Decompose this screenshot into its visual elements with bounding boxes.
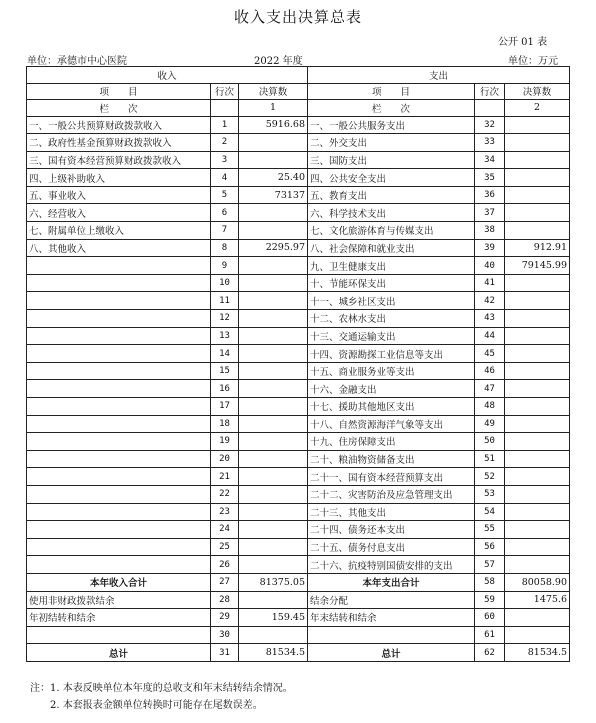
expense-item-cell: 一、一般公共服务支出 xyxy=(308,116,475,134)
expense-amount-cell xyxy=(505,362,570,380)
expense-line-cell: 55 xyxy=(475,521,505,539)
expense-item-cell: 二十三、其他支出 xyxy=(308,503,475,521)
expense-column-label: 栏 次 xyxy=(308,100,475,117)
income-line-header: 行次 xyxy=(211,83,239,100)
expense-item-cell: 总计 xyxy=(308,644,475,662)
income-line-cell: 22 xyxy=(211,485,239,503)
table-row xyxy=(27,591,570,609)
expense-line-cell: 44 xyxy=(475,327,505,345)
header-row-section xyxy=(27,67,570,84)
table-row xyxy=(27,398,570,416)
expense-item-cell: 二十五、债务付息支出 xyxy=(308,538,475,556)
table-row xyxy=(27,573,570,591)
income-amount-cell xyxy=(239,380,308,398)
income-amount-cell xyxy=(239,222,308,240)
expense-line-cell: 41 xyxy=(475,274,505,292)
form-code: 公开 01 表 xyxy=(498,37,548,48)
expense-line-cell: 62 xyxy=(475,644,505,662)
expense-amount-cell: 80058.90 xyxy=(505,573,570,591)
expense-item-cell: 十九、住房保障支出 xyxy=(308,433,475,451)
expense-amount-cell xyxy=(505,503,570,521)
income-line-cell: 25 xyxy=(211,538,239,556)
expense-amount-cell xyxy=(505,380,570,398)
expense-amount-cell xyxy=(505,556,570,574)
income-line-cell: 6 xyxy=(211,204,239,222)
expense-amount-cell xyxy=(505,222,570,240)
income-line-cell: 5 xyxy=(211,186,239,204)
income-amount-cell xyxy=(239,521,308,539)
expense-item-cell: 十三、交通运输支出 xyxy=(308,327,475,345)
expense-item-cell: 十八、自然资源海洋气象等支出 xyxy=(308,415,475,433)
income-line-cell: 18 xyxy=(211,415,239,433)
table-row xyxy=(27,609,570,627)
table-row xyxy=(27,274,570,292)
income-line-cell: 9 xyxy=(211,257,239,275)
expense-item-cell: 九、卫生健康支出 xyxy=(308,257,475,275)
income-line-cell: 15 xyxy=(211,362,239,380)
expense-line-cell: 32 xyxy=(475,116,505,134)
table-row xyxy=(27,521,570,539)
income-item-cell xyxy=(27,362,211,380)
income-item-cell: 八、其他收入 xyxy=(27,239,211,257)
expense-amount-cell xyxy=(505,292,570,310)
income-item-header: 项 目 xyxy=(27,83,211,100)
income-item-cell: 使用非财政拨款结余 xyxy=(27,591,211,609)
table-row xyxy=(27,134,570,152)
expense-line-cell: 51 xyxy=(475,450,505,468)
table-row xyxy=(27,450,570,468)
expense-column-number: 2 xyxy=(505,100,570,117)
income-item-cell xyxy=(27,556,211,574)
expense-line-cell: 33 xyxy=(475,134,505,152)
income-item-cell: 三、国有资本经营预算财政拨款收入 xyxy=(27,151,211,169)
income-line-cell: 16 xyxy=(211,380,239,398)
income-line-cell: 26 xyxy=(211,556,239,574)
expense-line-cell: 49 xyxy=(475,415,505,433)
expense-line-cell: 37 xyxy=(475,204,505,222)
expense-amount-cell xyxy=(505,186,570,204)
income-item-cell xyxy=(27,257,211,275)
income-amount-cell xyxy=(239,327,308,345)
expense-item-cell: 十四、资源勘探工业信息等支出 xyxy=(308,345,475,363)
unit-label: 单位：承德市中心医院 xyxy=(27,56,127,67)
income-line-cell: 2 xyxy=(211,134,239,152)
footnotes xyxy=(30,680,293,714)
expense-amount-cell xyxy=(505,538,570,556)
income-amount-cell xyxy=(239,468,308,486)
table-row xyxy=(27,292,570,310)
expense-line-cell: 47 xyxy=(475,380,505,398)
income-amount-cell xyxy=(239,626,308,644)
table-row xyxy=(27,380,570,398)
income-amount-cell xyxy=(239,134,308,152)
income-amount-cell xyxy=(239,591,308,609)
table-row xyxy=(27,556,570,574)
expense-line-cell: 40 xyxy=(475,257,505,275)
footnote-2: 2. 本套报表金额单位转换时可能存在尾数误差。 xyxy=(50,700,263,711)
table-row xyxy=(27,415,570,433)
income-amount-cell xyxy=(239,274,308,292)
expense-line-header: 行次 xyxy=(475,83,505,100)
income-amount-cell xyxy=(239,257,308,275)
income-item-cell xyxy=(27,327,211,345)
income-item-cell xyxy=(27,345,211,363)
expense-line-cell: 54 xyxy=(475,503,505,521)
income-line-cell: 11 xyxy=(211,292,239,310)
fiscal-year: 2022 年度 xyxy=(254,56,303,67)
income-section-header: 收入 xyxy=(27,67,308,84)
income-item-cell: 本年收入合计 xyxy=(27,573,211,591)
income-amount-cell xyxy=(239,362,308,380)
table-row xyxy=(27,186,570,204)
expense-amount-cell: 81534.5 xyxy=(505,644,570,662)
expense-item-cell xyxy=(308,626,475,644)
income-amount-cell xyxy=(239,151,308,169)
income-item-cell: 五、事业收入 xyxy=(27,186,211,204)
expense-item-cell: 二、外交支出 xyxy=(308,134,475,152)
expense-amount-cell: 1475.6 xyxy=(505,591,570,609)
expense-line-cell: 34 xyxy=(475,151,505,169)
expense-line-cell: 38 xyxy=(475,222,505,240)
income-item-cell: 总计 xyxy=(27,644,211,662)
expense-amount-cell xyxy=(505,204,570,222)
table-row xyxy=(27,204,570,222)
table-row xyxy=(27,433,570,451)
expense-amount-cell: 79145.99 xyxy=(505,257,570,275)
expense-amount-cell xyxy=(505,169,570,187)
expense-amount-cell: 912.91 xyxy=(505,239,570,257)
expense-item-cell: 十一、城乡社区支出 xyxy=(308,292,475,310)
table-row xyxy=(27,116,570,134)
income-amount-cell xyxy=(239,310,308,328)
income-item-cell: 七、附属单位上缴收入 xyxy=(27,222,211,240)
expense-item-cell: 二十、粮油物资储备支出 xyxy=(308,450,475,468)
income-item-cell xyxy=(27,521,211,539)
income-item-cell: 年初结转和结余 xyxy=(27,609,211,627)
expense-item-cell: 年末结转和结余 xyxy=(308,609,475,627)
expense-line-cell: 36 xyxy=(475,186,505,204)
expense-line-cell: 42 xyxy=(475,292,505,310)
expense-item-cell: 十七、援助其他地区支出 xyxy=(308,398,475,416)
table-row xyxy=(27,345,570,363)
expense-item-cell: 二十四、债务还本支出 xyxy=(308,521,475,539)
income-line-cell: 1 xyxy=(211,116,239,134)
expense-line-cell: 52 xyxy=(475,468,505,486)
expense-line-cell: 58 xyxy=(475,573,505,591)
footnote-1: 注：1. 本表反映单位本年度的总收支和年末结转结余情况。 xyxy=(30,683,293,694)
table-row xyxy=(27,239,570,257)
income-item-cell xyxy=(27,538,211,556)
income-line-cell: 13 xyxy=(211,327,239,345)
expense-line-cell: 46 xyxy=(475,362,505,380)
income-line-cell: 12 xyxy=(211,310,239,328)
expense-line-cell: 35 xyxy=(475,169,505,187)
expense-item-cell: 十五、商业服务业等支出 xyxy=(308,362,475,380)
expense-item-cell: 二十一、国有资本经营预算支出 xyxy=(308,468,475,486)
income-item-cell: 四、上级补助收入 xyxy=(27,169,211,187)
income-column-label: 栏 次 xyxy=(27,100,211,117)
income-line-cell: 17 xyxy=(211,398,239,416)
income-item-cell xyxy=(27,626,211,644)
income-amount-cell xyxy=(239,292,308,310)
income-line-cell: 4 xyxy=(211,169,239,187)
income-item-cell: 二、政府性基金预算财政拨款收入 xyxy=(27,134,211,152)
expense-amount-cell xyxy=(505,274,570,292)
expense-line-cell: 59 xyxy=(475,591,505,609)
income-amount-cell xyxy=(239,204,308,222)
income-item-cell xyxy=(27,468,211,486)
expense-item-cell: 三、国防支出 xyxy=(308,151,475,169)
expense-item-header: 项 目 xyxy=(308,83,475,100)
table-row xyxy=(27,169,570,187)
income-amount-cell xyxy=(239,345,308,363)
table-row xyxy=(27,485,570,503)
expense-amount-cell xyxy=(505,345,570,363)
expense-amount-cell xyxy=(505,468,570,486)
income-amount-header: 决算数 xyxy=(239,83,308,100)
table-body xyxy=(27,116,570,661)
expense-line-cell: 48 xyxy=(475,398,505,416)
income-item-cell: 一、一般公共预算财政拨款收入 xyxy=(27,116,211,134)
income-line-cell: 10 xyxy=(211,274,239,292)
income-line-cell: 23 xyxy=(211,503,239,521)
income-amount-cell xyxy=(239,538,308,556)
expense-amount-cell xyxy=(505,450,570,468)
expense-item-cell: 五、教育支出 xyxy=(308,186,475,204)
expense-amount-cell xyxy=(505,134,570,152)
income-column-number: 1 xyxy=(239,100,308,117)
expense-item-cell: 十六、金融支出 xyxy=(308,380,475,398)
expense-line-cell: 43 xyxy=(475,310,505,328)
income-item-cell xyxy=(27,433,211,451)
income-amount-cell: 81375.05 xyxy=(239,573,308,591)
expense-amount-cell xyxy=(505,398,570,416)
table-row xyxy=(27,626,570,644)
expense-amount-cell xyxy=(505,415,570,433)
expense-amount-cell xyxy=(505,310,570,328)
income-line-cell: 28 xyxy=(211,591,239,609)
expense-amount-cell xyxy=(505,609,570,627)
budget-summary-table xyxy=(26,66,570,662)
income-item-cell xyxy=(27,485,211,503)
income-amount-cell xyxy=(239,503,308,521)
income-line-cell: 20 xyxy=(211,450,239,468)
income-amount-cell xyxy=(239,433,308,451)
table-row xyxy=(27,257,570,275)
money-unit: 单位：万元 xyxy=(508,56,558,67)
expense-item-cell: 四、公共安全支出 xyxy=(308,169,475,187)
expense-amount-cell xyxy=(505,327,570,345)
expense-item-cell: 二十六、抗疫特别国债安排的支出 xyxy=(308,556,475,574)
table-row xyxy=(27,310,570,328)
expense-amount-cell xyxy=(505,521,570,539)
income-amount-cell: 5916.68 xyxy=(239,116,308,134)
page-title: 收入支出决算总表 xyxy=(233,8,362,26)
income-line-cell: 24 xyxy=(211,521,239,539)
income-amount-cell: 2295.97 xyxy=(239,239,308,257)
income-item-cell xyxy=(27,310,211,328)
expense-line-cell: 57 xyxy=(475,556,505,574)
expense-item-cell: 六、科学技术支出 xyxy=(308,204,475,222)
income-line-cell: 30 xyxy=(211,626,239,644)
header-row-column-index xyxy=(27,100,570,117)
expense-item-cell: 本年支出合计 xyxy=(308,573,475,591)
income-line-cell: 7 xyxy=(211,222,239,240)
income-amount-cell: 159.45 xyxy=(239,609,308,627)
income-line-cell: 21 xyxy=(211,468,239,486)
income-item-cell xyxy=(27,398,211,416)
expense-amount-cell xyxy=(505,433,570,451)
table-row xyxy=(27,362,570,380)
income-line-cell: 3 xyxy=(211,151,239,169)
income-line-cell: 8 xyxy=(211,239,239,257)
income-amount-cell xyxy=(239,398,308,416)
table-row xyxy=(27,222,570,240)
income-line-cell: 14 xyxy=(211,345,239,363)
expense-line-cell: 61 xyxy=(475,626,505,644)
expense-item-cell: 七、文化旅游体育与传媒支出 xyxy=(308,222,475,240)
income-line-cell: 29 xyxy=(211,609,239,627)
expense-item-cell: 二十二、灾害防治及应急管理支出 xyxy=(308,485,475,503)
income-item-cell: 六、经营收入 xyxy=(27,204,211,222)
income-amount-cell: 25.40 xyxy=(239,169,308,187)
income-amount-cell: 81534.5 xyxy=(239,644,308,662)
expense-line-cell: 60 xyxy=(475,609,505,627)
income-item-cell xyxy=(27,503,211,521)
income-line-cell: 19 xyxy=(211,433,239,451)
expense-line-cell: 50 xyxy=(475,433,505,451)
expense-amount-cell xyxy=(505,151,570,169)
income-amount-cell xyxy=(239,485,308,503)
table-row xyxy=(27,468,570,486)
table-row xyxy=(27,644,570,662)
income-item-cell xyxy=(27,292,211,310)
expense-line-cell: 56 xyxy=(475,538,505,556)
expense-amount-header: 决算数 xyxy=(505,83,570,100)
income-amount-cell xyxy=(239,450,308,468)
expense-amount-cell xyxy=(505,626,570,644)
table-row xyxy=(27,538,570,556)
expense-amount-cell xyxy=(505,116,570,134)
table-row xyxy=(27,503,570,521)
expense-section-header: 支出 xyxy=(308,67,570,84)
expense-column-blank xyxy=(475,100,505,117)
table-row xyxy=(27,151,570,169)
expense-item-cell: 十二、农林水支出 xyxy=(308,310,475,328)
expense-line-cell: 39 xyxy=(475,239,505,257)
income-item-cell xyxy=(27,380,211,398)
table-row xyxy=(27,327,570,345)
income-amount-cell: 73137 xyxy=(239,186,308,204)
income-line-cell: 27 xyxy=(211,573,239,591)
header-row-columns xyxy=(27,83,570,100)
income-amount-cell xyxy=(239,415,308,433)
expense-item-cell: 八、社会保障和就业支出 xyxy=(308,239,475,257)
income-item-cell xyxy=(27,274,211,292)
expense-amount-cell xyxy=(505,485,570,503)
expense-line-cell: 45 xyxy=(475,345,505,363)
income-line-cell: 31 xyxy=(211,644,239,662)
expense-item-cell: 结余分配 xyxy=(308,591,475,609)
income-item-cell xyxy=(27,450,211,468)
income-item-cell xyxy=(27,415,211,433)
expense-line-cell: 53 xyxy=(475,485,505,503)
income-amount-cell xyxy=(239,556,308,574)
income-column-blank xyxy=(211,100,239,117)
expense-item-cell: 十、节能环保支出 xyxy=(308,274,475,292)
